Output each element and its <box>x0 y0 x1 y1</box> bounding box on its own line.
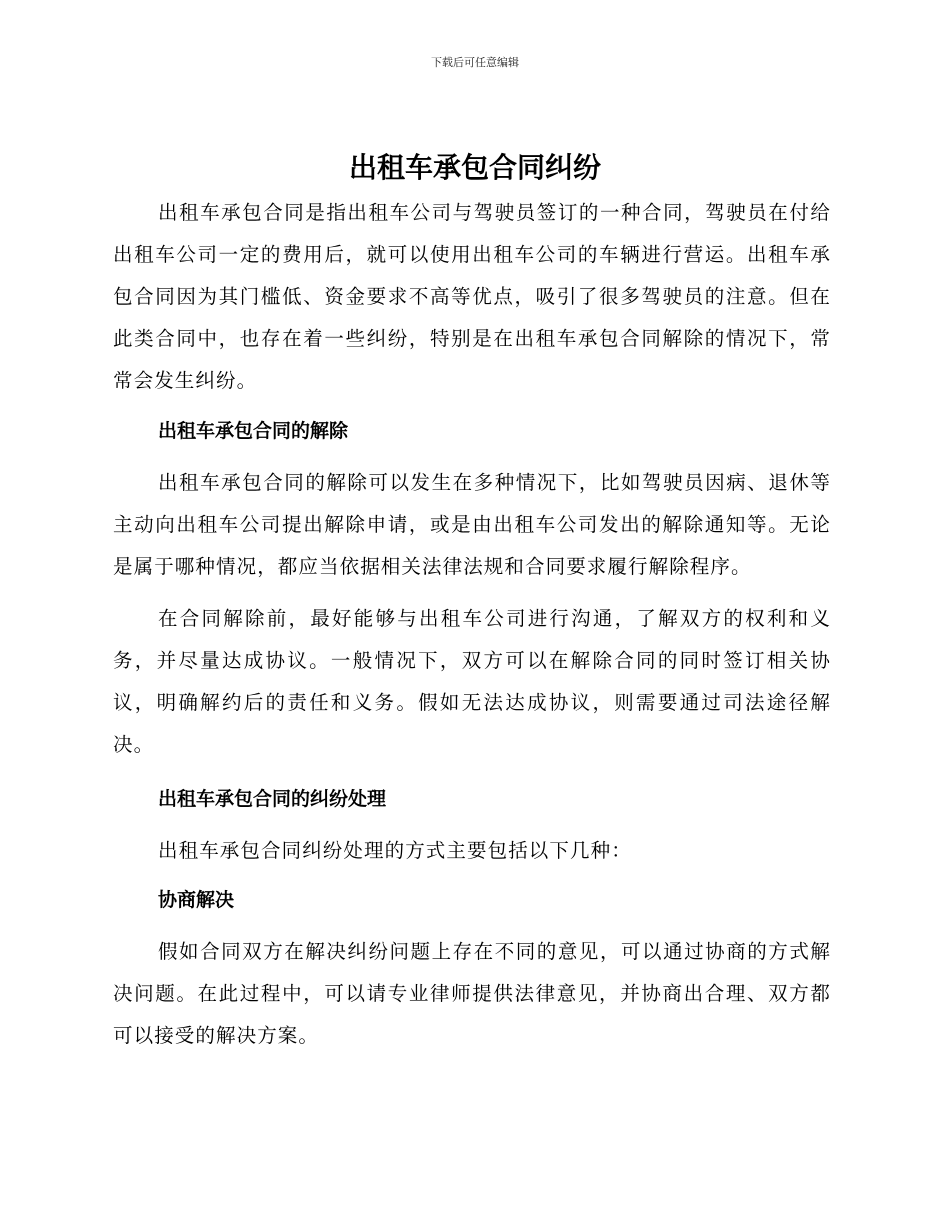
dispute-intro-paragraph: 出租车承包合同纠纷处理的方式主要包括以下几种： <box>158 839 632 862</box>
page-title: 出租车承包合同纠纷 <box>348 151 601 184</box>
intro-paragraph: 出租车承包合同是指出租车公司与驾驶员签订的一种合同，驾驶员在付给出租车公司一定的费用后，就可以使用出租车公司的车辆进行营运。出租车承包合同因为其门槛低、资金要求不高等优点，吸引了很多驾驶员的注意。但在此类合同中，也存在着一些纠纷，特别是在出租车承包合同解除的情况下，常常会发生纠纷。 <box>113 201 831 392</box>
section-heading-dispute-handling: 出租车承包合同的纠纷处理 <box>158 788 387 810</box>
termination-paragraph-2: 在合同解除前，最好能够与出租车公司进行沟通，了解双方的权利和义务，并尽量达成协议。一般情况下，双方可以在解除合同的同时签订相关协议，明确解约后的责任和义务。假如无法达成协议，则需要通过司法途径解决。 <box>113 607 831 756</box>
termination-paragraph-1: 出租车承包合同的解除可以发生在多种情况下，比如驾驶员因病、退休等主动向出租车公司提出解除申请，或是由出租车公司发出的解除通知等。无论是属于哪种情况，都应当依据相关法律法规和合同要求履行解除程序。 <box>113 471 831 578</box>
page-header-note: 下载后可任意编辑 <box>431 56 519 69</box>
negotiation-paragraph: 假如合同双方在解决纠纷问题上存在不同的意见，可以通过协商的方式解决问题。在此过程中，可以请专业律师提供法律意见，并协商出合理、双方都可以接受的解决方案。 <box>113 940 831 1047</box>
subsection-heading-negotiation: 协商解决 <box>158 889 235 911</box>
section-heading-termination: 出租车承包合同的解除 <box>158 420 349 442</box>
